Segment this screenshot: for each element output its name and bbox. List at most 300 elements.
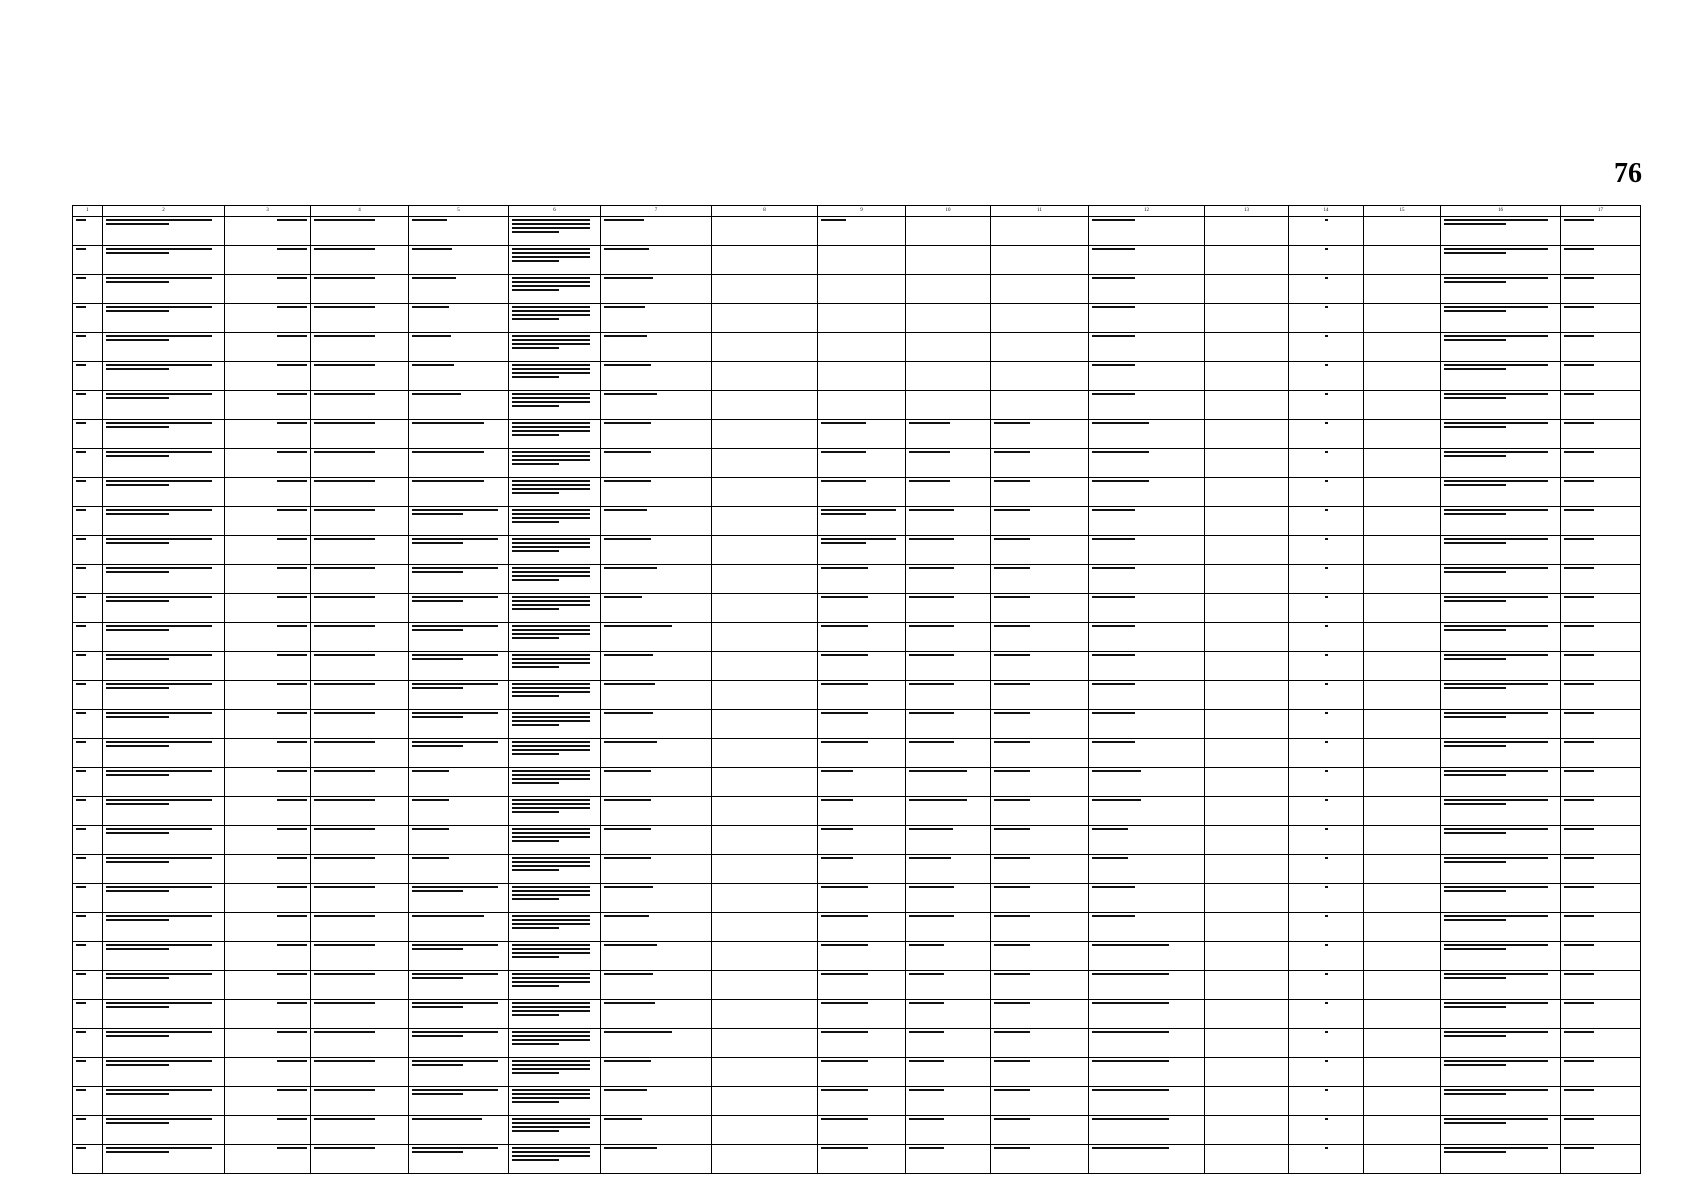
scan-text-stroke <box>821 944 868 946</box>
table-cell-col-16 <box>1441 478 1561 507</box>
scan-text-stroke <box>277 1002 307 1004</box>
scan-text-stroke <box>512 227 590 229</box>
table-cell-col-9 <box>818 652 906 681</box>
scan-text-stroke <box>1092 393 1135 395</box>
scan-text-stroke <box>106 1122 169 1124</box>
table-cell-col-9 <box>818 681 906 710</box>
table-cell-col-2 <box>103 275 225 304</box>
scan-text-stroke <box>1444 600 1506 602</box>
table-cell-col-10 <box>906 536 991 565</box>
table-cell-col-17 <box>1561 1029 1641 1058</box>
table-cell-col-11 <box>991 971 1089 1000</box>
scan-text-stroke <box>76 741 86 743</box>
table-cell-col-6 <box>509 1116 601 1145</box>
scan-text-stroke <box>1564 480 1594 482</box>
scan-text-stroke <box>909 422 950 424</box>
table-cell-col-2 <box>103 536 225 565</box>
scan-text-stroke <box>909 480 950 482</box>
scan-text-stroke <box>277 1060 307 1062</box>
scan-text-stroke <box>604 654 653 656</box>
table-cell-col-11 <box>991 362 1089 391</box>
table-cell-col-17 <box>1561 681 1641 710</box>
table-cell-col-7 <box>601 768 712 797</box>
table-cell-col-6 <box>509 1029 601 1058</box>
table-cell-col-17 <box>1561 942 1641 971</box>
scan-text-stroke <box>106 658 169 660</box>
table-row <box>73 420 1641 449</box>
table-cell-col-12 <box>1089 913 1205 942</box>
table-cell-col-14 <box>1289 797 1364 826</box>
scan-text-stroke <box>512 658 590 660</box>
scan-text-stroke <box>604 683 655 685</box>
scan-text-stroke <box>314 393 375 395</box>
table-cell-col-6 <box>509 536 601 565</box>
scan-text-stroke <box>412 335 451 337</box>
table-cell-col-5 <box>409 913 509 942</box>
scan-text-stroke <box>314 335 375 337</box>
table-cell-col-8 <box>712 1000 818 1029</box>
scan-text-stroke <box>994 1089 1030 1091</box>
scan-text-stroke <box>512 948 590 950</box>
scan-text-stroke <box>1444 683 1548 685</box>
scan-text-stroke <box>76 219 86 221</box>
table-cell-col-4 <box>311 1058 409 1087</box>
table-cell-col-3 <box>225 275 311 304</box>
table-row <box>73 768 1641 797</box>
scan-text-stroke <box>1564 944 1594 946</box>
column-header-14: 14 <box>1289 206 1364 217</box>
table-cell-col-2 <box>103 652 225 681</box>
table-cell-col-7 <box>601 304 712 333</box>
scan-text-stroke <box>106 571 169 573</box>
scan-text-stroke <box>1444 741 1548 743</box>
scan-text-stroke <box>512 256 590 258</box>
table-cell-col-2 <box>103 1000 225 1029</box>
scan-text-stroke <box>1444 799 1548 801</box>
table-row <box>73 623 1641 652</box>
table-cell-col-17 <box>1561 1058 1641 1087</box>
scan-text-stroke <box>412 596 498 598</box>
table-cell-col-1 <box>73 652 103 681</box>
table-cell-col-15 <box>1364 565 1441 594</box>
table-cell-col-1 <box>73 217 103 246</box>
scan-text-stroke <box>1325 1118 1328 1120</box>
table-cell-col-9 <box>818 362 906 391</box>
scan-text-stroke <box>1444 861 1506 863</box>
table-cell-col-11 <box>991 884 1089 913</box>
scan-text-stroke <box>76 973 86 975</box>
scan-text-stroke <box>994 451 1030 453</box>
scan-text-stroke <box>821 770 853 772</box>
scan-text-stroke <box>1325 480 1328 482</box>
scan-text-stroke <box>76 654 86 656</box>
scan-text-stroke <box>76 480 86 482</box>
table-cell-col-15 <box>1364 1145 1441 1174</box>
scan-text-stroke <box>1444 770 1548 772</box>
table-row <box>73 217 1641 246</box>
table-cell-col-5 <box>409 478 509 507</box>
scan-text-stroke <box>1564 886 1594 888</box>
table-cell-col-7 <box>601 246 712 275</box>
table-cell-col-2 <box>103 420 225 449</box>
scan-text-stroke <box>76 248 86 250</box>
scan-text-stroke <box>1325 335 1328 337</box>
table-cell-col-8 <box>712 1116 818 1145</box>
scan-text-stroke <box>909 799 967 801</box>
scan-text-stroke <box>909 1002 944 1004</box>
table-cell-col-6 <box>509 246 601 275</box>
scan-text-stroke <box>106 625 212 627</box>
column-header-11: 11 <box>991 206 1089 217</box>
table-cell-col-4 <box>311 942 409 971</box>
scan-text-stroke <box>1444 397 1506 399</box>
scan-text-stroke <box>277 654 307 656</box>
table-cell-col-10 <box>906 739 991 768</box>
scan-text-stroke <box>412 364 454 366</box>
scan-text-stroke <box>1092 886 1135 888</box>
table-cell-col-12 <box>1089 971 1205 1000</box>
table-cell-col-13 <box>1205 507 1289 536</box>
table-cell-col-3 <box>225 1087 311 1116</box>
scan-text-stroke <box>1444 277 1548 279</box>
table-cell-col-5 <box>409 884 509 913</box>
scan-text-stroke <box>1325 219 1328 221</box>
table-cell-col-14 <box>1289 449 1364 478</box>
scan-text-stroke <box>76 335 86 337</box>
table-cell-col-16 <box>1441 565 1561 594</box>
scan-text-stroke <box>412 1006 463 1008</box>
scan-text-stroke <box>412 741 498 743</box>
table-cell-col-5 <box>409 826 509 855</box>
table-cell-col-5 <box>409 942 509 971</box>
scan-text-stroke <box>412 480 484 482</box>
table-cell-col-6 <box>509 478 601 507</box>
table-cell-col-14 <box>1289 1116 1364 1145</box>
table-cell-col-3 <box>225 304 311 333</box>
table-cell-col-13 <box>1205 449 1289 478</box>
table-cell-col-3 <box>225 710 311 739</box>
table-cell-col-6 <box>509 710 601 739</box>
scan-text-stroke <box>277 219 307 221</box>
scan-text-stroke <box>512 252 590 254</box>
table-cell-col-14 <box>1289 826 1364 855</box>
table-row <box>73 1087 1641 1116</box>
scan-text-stroke <box>909 625 954 627</box>
scan-text-stroke <box>1444 687 1506 689</box>
table-cell-col-1 <box>73 449 103 478</box>
table-cell-col-5 <box>409 362 509 391</box>
scan-text-stroke <box>1444 919 1506 921</box>
scan-text-stroke <box>512 828 590 830</box>
scan-text-stroke <box>512 1089 590 1091</box>
table-cell-col-17 <box>1561 710 1641 739</box>
scan-text-stroke <box>512 1159 559 1161</box>
scan-text-stroke <box>314 625 375 627</box>
scan-text-stroke <box>1564 1118 1594 1120</box>
table-cell-col-9 <box>818 768 906 797</box>
scan-text-stroke <box>512 869 559 871</box>
scan-text-stroke <box>821 915 868 917</box>
table-cell-col-11 <box>991 391 1089 420</box>
scan-text-stroke <box>512 840 559 842</box>
table-cell-col-7 <box>601 797 712 826</box>
scan-text-stroke <box>1444 281 1506 283</box>
table-cell-col-10 <box>906 1145 991 1174</box>
scan-text-stroke <box>909 915 954 917</box>
table-cell-col-16 <box>1441 246 1561 275</box>
scan-text-stroke <box>412 658 463 660</box>
scan-text-stroke <box>821 513 866 515</box>
scan-text-stroke <box>1092 480 1149 482</box>
table-cell-col-10 <box>906 855 991 884</box>
scan-text-stroke <box>76 625 86 627</box>
table-cell-col-9 <box>818 1058 906 1087</box>
table-cell-col-15 <box>1364 420 1441 449</box>
table-cell-col-2 <box>103 565 225 594</box>
scan-text-stroke <box>314 277 375 279</box>
table-cell-col-16 <box>1441 971 1561 1000</box>
scan-text-stroke <box>604 799 651 801</box>
scan-text-stroke <box>994 683 1030 685</box>
scan-text-stroke <box>604 741 657 743</box>
scan-text-stroke <box>314 915 375 917</box>
table-cell-col-8 <box>712 942 818 971</box>
table-cell-col-4 <box>311 304 409 333</box>
table-cell-col-12 <box>1089 536 1205 565</box>
table-cell-col-13 <box>1205 1116 1289 1145</box>
column-header-1: 1 <box>73 206 103 217</box>
scan-text-stroke <box>1325 393 1328 395</box>
scan-text-stroke <box>512 1035 590 1037</box>
table-cell-col-4 <box>311 536 409 565</box>
table-cell-col-16 <box>1441 1116 1561 1145</box>
table-cell-col-15 <box>1364 971 1441 1000</box>
table-cell-col-3 <box>225 507 311 536</box>
table-cell-col-5 <box>409 623 509 652</box>
table-cell-col-3 <box>225 652 311 681</box>
table-cell-col-17 <box>1561 971 1641 1000</box>
table-cell-col-11 <box>991 420 1089 449</box>
table-cell-col-5 <box>409 1029 509 1058</box>
scan-text-stroke <box>909 1118 944 1120</box>
table-cell-col-2 <box>103 942 225 971</box>
scan-text-stroke <box>994 799 1030 801</box>
scan-text-stroke <box>512 1118 590 1120</box>
table-cell-col-2 <box>103 971 225 1000</box>
scan-text-stroke <box>314 480 375 482</box>
table-cell-col-9 <box>818 913 906 942</box>
scan-text-stroke <box>1444 629 1506 631</box>
table-cell-col-2 <box>103 681 225 710</box>
scan-text-stroke <box>512 691 590 693</box>
scan-text-stroke <box>604 1147 657 1149</box>
table-cell-col-2 <box>103 884 225 913</box>
table-cell-col-16 <box>1441 942 1561 971</box>
table-cell-col-7 <box>601 217 712 246</box>
table-cell-col-14 <box>1289 333 1364 362</box>
scan-text-stroke <box>1325 799 1328 801</box>
scan-text-stroke <box>412 1089 498 1091</box>
table-body <box>73 217 1641 1174</box>
table-cell-col-11 <box>991 768 1089 797</box>
scan-text-stroke <box>1444 948 1506 950</box>
table-cell-col-3 <box>225 1058 311 1087</box>
table-cell-col-12 <box>1089 594 1205 623</box>
table-cell-col-6 <box>509 855 601 884</box>
scan-text-stroke <box>909 944 944 946</box>
scan-text-stroke <box>1564 1031 1594 1033</box>
scan-text-stroke <box>994 422 1030 424</box>
table-cell-col-16 <box>1441 449 1561 478</box>
scan-text-stroke <box>1444 306 1548 308</box>
scan-text-stroke <box>1092 451 1149 453</box>
table-cell-col-1 <box>73 478 103 507</box>
table-cell-col-10 <box>906 1116 991 1145</box>
scan-text-stroke <box>1564 712 1594 714</box>
scan-text-stroke <box>1444 774 1506 776</box>
table-cell-col-16 <box>1441 594 1561 623</box>
scan-text-stroke <box>76 712 86 714</box>
scan-text-stroke <box>512 484 590 486</box>
table-cell-col-17 <box>1561 391 1641 420</box>
scan-text-stroke <box>512 683 590 685</box>
scan-text-stroke <box>512 1147 590 1149</box>
scan-text-stroke <box>76 393 86 395</box>
table-cell-col-5 <box>409 1058 509 1087</box>
scan-text-stroke <box>76 538 86 540</box>
scan-text-stroke <box>1092 828 1128 830</box>
scan-text-stroke <box>512 654 590 656</box>
table-cell-col-7 <box>601 449 712 478</box>
scan-text-stroke <box>412 1002 498 1004</box>
scan-text-stroke <box>512 716 590 718</box>
table-cell-col-7 <box>601 971 712 1000</box>
table-row <box>73 507 1641 536</box>
table-cell-col-14 <box>1289 942 1364 971</box>
table-cell-col-6 <box>509 913 601 942</box>
table-cell-col-7 <box>601 855 712 884</box>
scan-text-stroke <box>994 886 1030 888</box>
table-cell-col-3 <box>225 797 311 826</box>
table-cell-col-17 <box>1561 333 1641 362</box>
scan-text-stroke <box>314 1089 375 1091</box>
table-cell-col-4 <box>311 623 409 652</box>
scan-text-stroke <box>412 654 498 656</box>
scan-text-stroke <box>76 277 86 279</box>
scan-text-stroke <box>512 944 590 946</box>
scan-text-stroke <box>277 741 307 743</box>
table-cell-col-14 <box>1289 565 1364 594</box>
scan-text-stroke <box>314 1060 375 1062</box>
scan-text-stroke <box>1564 596 1594 598</box>
scan-text-stroke <box>1444 745 1506 747</box>
scan-text-stroke <box>1325 277 1328 279</box>
table-cell-col-10 <box>906 1000 991 1029</box>
column-header-9: 9 <box>818 206 906 217</box>
table-cell-col-8 <box>712 768 818 797</box>
scan-text-stroke <box>909 828 953 830</box>
scan-text-stroke <box>909 654 954 656</box>
scan-text-stroke <box>412 422 484 424</box>
scan-text-stroke <box>821 542 866 544</box>
scan-text-stroke <box>412 1064 463 1066</box>
table-cell-col-9 <box>818 536 906 565</box>
scan-text-stroke <box>314 1002 375 1004</box>
scan-text-stroke <box>512 956 559 958</box>
scan-text-stroke <box>277 509 307 511</box>
table-cell-col-13 <box>1205 739 1289 768</box>
table-cell-col-3 <box>225 623 311 652</box>
table-cell-col-6 <box>509 217 601 246</box>
scan-text-stroke <box>106 1002 212 1004</box>
table-cell-col-17 <box>1561 1116 1641 1145</box>
scan-text-stroke <box>1444 828 1548 830</box>
table-cell-col-5 <box>409 275 509 304</box>
scan-text-stroke <box>106 484 169 486</box>
scan-text-stroke <box>106 368 169 370</box>
scan-text-stroke <box>512 289 559 291</box>
column-header-12: 12 <box>1089 206 1205 217</box>
scan-text-stroke <box>106 1060 212 1062</box>
table-cell-col-9 <box>818 710 906 739</box>
scan-text-stroke <box>604 770 651 772</box>
table-cell-col-15 <box>1364 1058 1441 1087</box>
table-cell-col-5 <box>409 333 509 362</box>
column-header-16: 16 <box>1441 206 1561 217</box>
table-row <box>73 304 1641 333</box>
table-cell-col-16 <box>1441 275 1561 304</box>
scan-text-stroke <box>512 1126 590 1128</box>
table-cell-col-7 <box>601 942 712 971</box>
table-cell-col-5 <box>409 1087 509 1116</box>
table-cell-col-4 <box>311 652 409 681</box>
table-cell-col-1 <box>73 594 103 623</box>
scan-text-stroke <box>909 741 954 743</box>
scan-text-stroke <box>412 890 463 892</box>
table-cell-col-9 <box>818 507 906 536</box>
table-cell-col-16 <box>1441 855 1561 884</box>
table-cell-col-1 <box>73 1029 103 1058</box>
table-cell-col-17 <box>1561 478 1641 507</box>
scan-text-stroke <box>821 451 866 453</box>
scan-text-stroke <box>909 712 954 714</box>
table-cell-col-12 <box>1089 855 1205 884</box>
table-cell-col-3 <box>225 362 311 391</box>
table-cell-col-4 <box>311 855 409 884</box>
scan-text-stroke <box>994 509 1030 511</box>
scan-text-stroke <box>412 513 463 515</box>
table-cell-col-8 <box>712 275 818 304</box>
table-row <box>73 333 1641 362</box>
scan-text-stroke <box>1564 857 1594 859</box>
scan-text-stroke <box>106 509 212 511</box>
table-cell-col-9 <box>818 246 906 275</box>
table-cell-col-12 <box>1089 565 1205 594</box>
scan-text-stroke <box>1564 306 1594 308</box>
table-cell-col-17 <box>1561 449 1641 478</box>
scan-text-stroke <box>909 857 951 859</box>
table-cell-col-6 <box>509 681 601 710</box>
table-cell-col-10 <box>906 797 991 826</box>
scan-text-stroke <box>76 828 86 830</box>
scan-text-stroke <box>277 1031 307 1033</box>
table-cell-col-7 <box>601 1116 712 1145</box>
table-cell-col-8 <box>712 449 818 478</box>
scan-text-stroke <box>1444 542 1506 544</box>
scan-text-stroke <box>909 596 954 598</box>
table-cell-col-11 <box>991 855 1089 884</box>
scan-text-stroke <box>512 347 559 349</box>
